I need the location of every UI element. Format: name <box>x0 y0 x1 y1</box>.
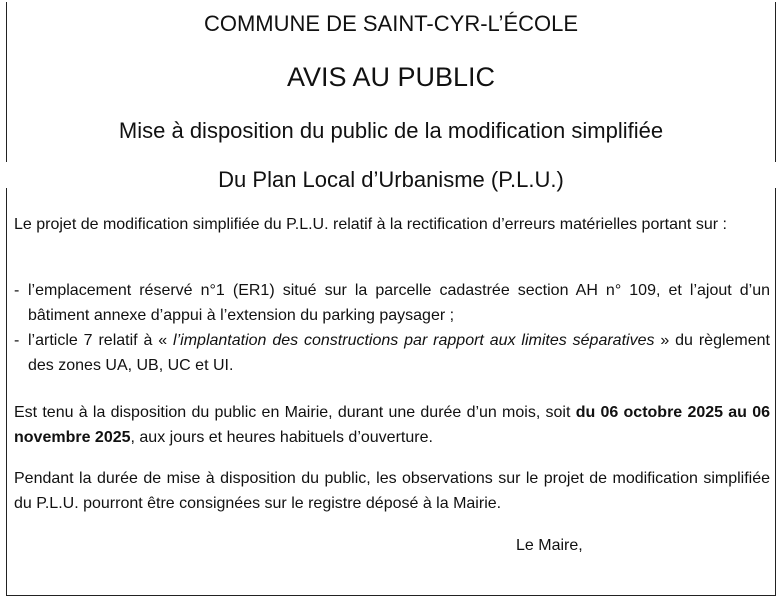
observations-paragraph: Pendant la durée de mise à disposition du public, les observations sur le projet de modification simplifiée du P.L.U. pourront être consignées sur le registre déposé à la Mairie. <box>14 470 770 512</box>
list-item-text-before: l’article 7 relatif à « <box>28 332 174 349</box>
list-item <box>14 278 770 328</box>
list-dash: - <box>14 332 20 349</box>
frame-bottom-border <box>6 595 776 596</box>
commune-heading: COMMUNE DE SAINT-CYR-L’ÉCOLE <box>203 11 579 36</box>
list-item-text-after: » du règlement des zones UA, UB, UC et UI. <box>28 332 770 374</box>
public-notice <box>6 2 776 596</box>
availability-dates: du 06 octobre 2025 au 06 novembre 2025 <box>14 404 771 446</box>
notice-title: AVIS AU PUBLIC <box>286 62 496 92</box>
availability-text-after: , aux jours et heures habituels d’ouverture. <box>130 429 433 446</box>
signature: Le Maire, <box>516 537 583 554</box>
list-item-text-italic: l’implantation des constructions par rapport aux limites séparatives <box>173 332 655 349</box>
items-list <box>14 278 770 378</box>
list-dash: - <box>14 282 20 299</box>
subtitle-line-1: Mise à disposition du public de la modification simplifiée <box>118 118 664 143</box>
availability-text-before: Est tenu à la disposition du public en Mairie, durant une durée d’un mois, soit <box>14 404 576 421</box>
subtitle-line-2: Du Plan Local d’Urbanisme (P.L.U.) <box>218 167 564 192</box>
list-item <box>14 328 770 378</box>
intro-paragraph: Le projet de modification simplifiée du P.L.U. relatif à la rectification d’erreurs matérielles portant sur : <box>14 216 727 233</box>
list-item-text: l’emplacement réservé n°1 (ER1) situé sur la parcelle cadastrée section AH n° 109, et l’ajout d’un bâtiment annexe d’appui à l’extension du parking paysager ; <box>28 282 770 324</box>
availability-paragraph <box>14 400 770 450</box>
